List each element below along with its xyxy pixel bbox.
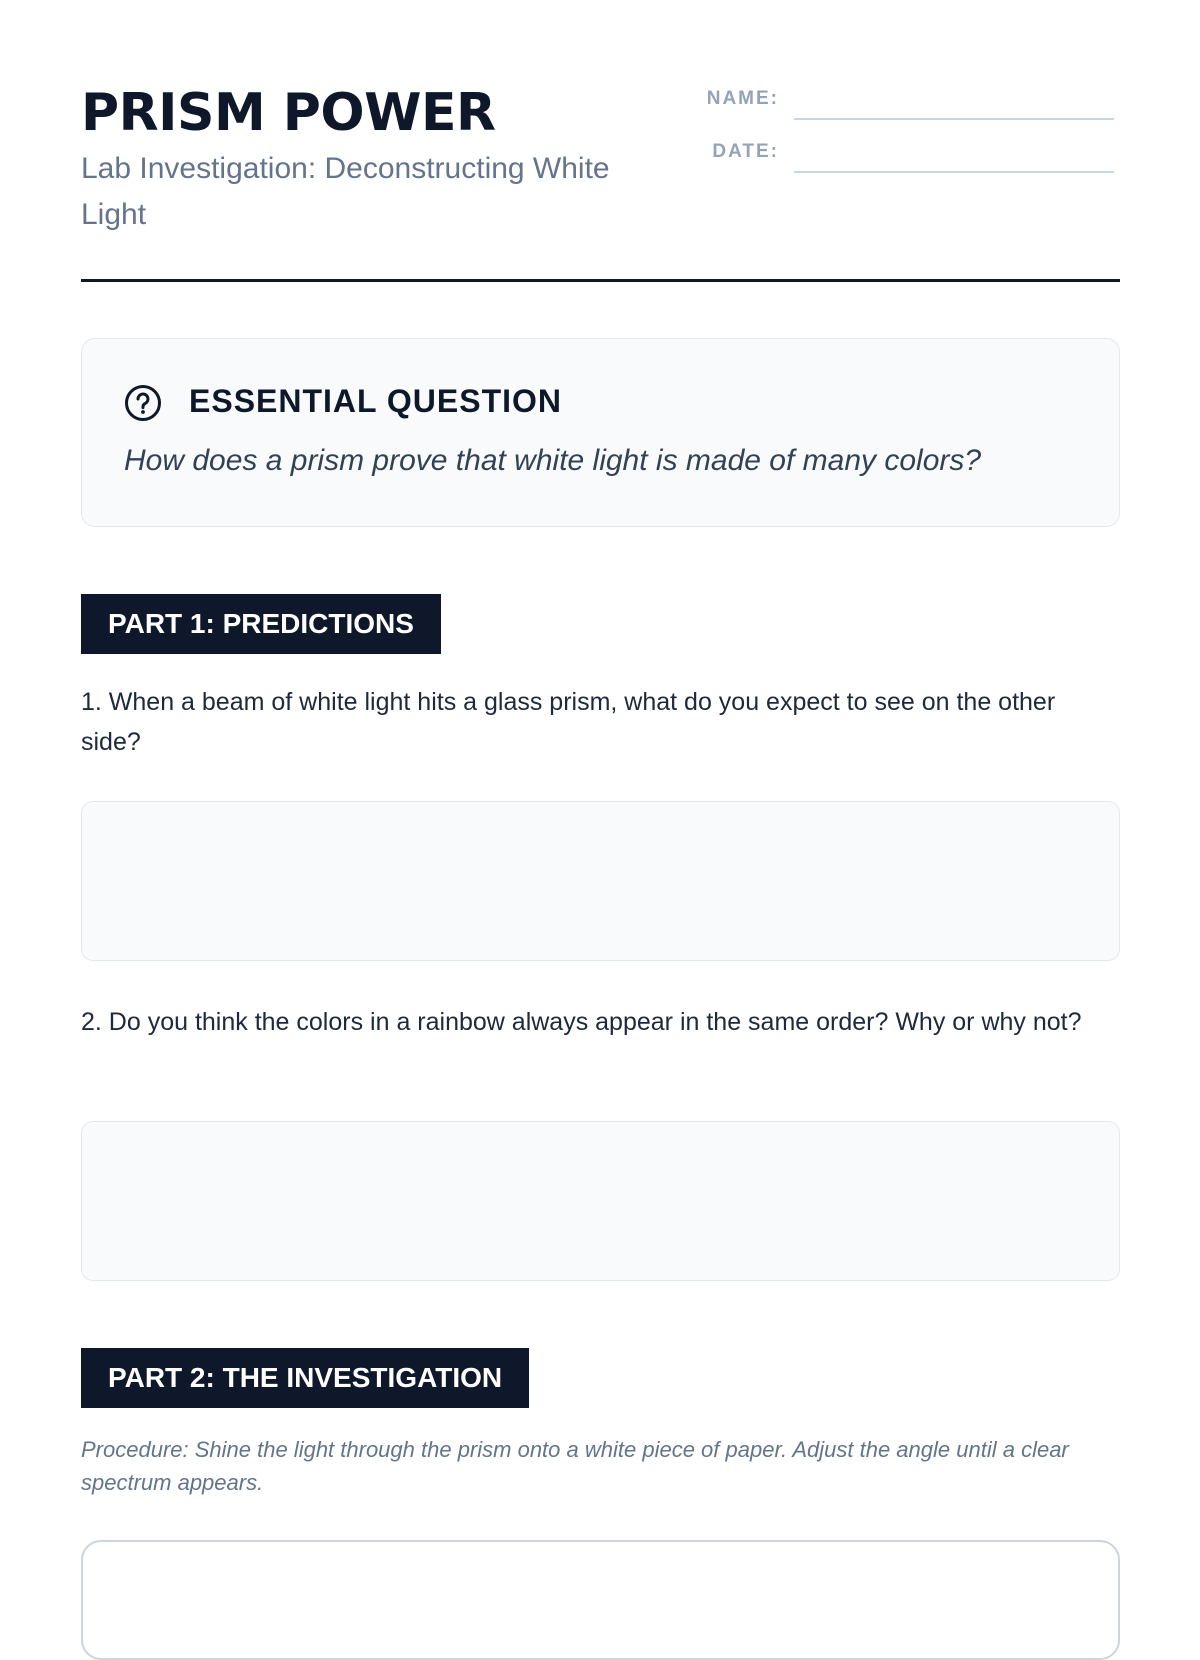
- name-label: NAME:: [706, 88, 779, 109]
- part2-heading: PART 2: THE INVESTIGATION: [81, 1348, 529, 1408]
- question-circle-icon: [124, 384, 162, 422]
- essential-question-card: [81, 338, 1120, 527]
- answer-box-1[interactable]: [81, 801, 1120, 961]
- answer-box-2[interactable]: [81, 1121, 1120, 1281]
- name-field[interactable]: [794, 118, 1114, 120]
- name-row: [701, 88, 1114, 110]
- date-row: [701, 141, 1114, 163]
- question-1: 1. When a beam of white light hits a glass prism, what do you expect to see on the other side?: [81, 688, 1056, 756]
- header-divider: [81, 279, 1120, 282]
- procedure-text: Procedure: Shine the light through the prism onto a white piece of paper. Adjust the angle until a clear spectrum appears.: [81, 1437, 1069, 1495]
- part1-heading: PART 1: PREDICTIONS: [81, 594, 441, 654]
- essential-question-text: How does a prism prove that white light is made of many colors?: [124, 444, 982, 477]
- page-subtitle: Lab Investigation: Deconstructing White Light: [81, 152, 610, 231]
- date-label: DATE:: [712, 141, 779, 162]
- question-2: 2. Do you think the colors in a rainbow always appear in the same order? Why or why not?: [81, 1008, 1082, 1036]
- page-title: PRISM POWER: [81, 83, 496, 143]
- date-field[interactable]: [794, 171, 1114, 173]
- observation-box[interactable]: [81, 1540, 1120, 1660]
- essential-question-heading: ESSENTIAL QUESTION: [189, 383, 563, 419]
